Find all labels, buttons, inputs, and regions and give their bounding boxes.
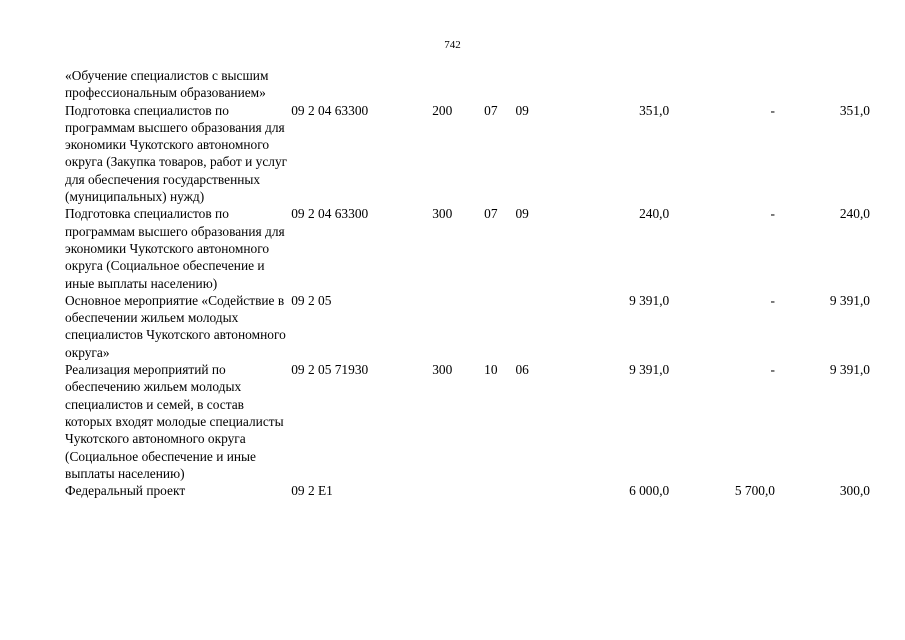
row-name: Подготовка специалистов по программам высшего образования для экономики Чукотского автономного округа (Социальное обеспечение и иные выплаты населению) bbox=[65, 206, 285, 291]
row-expense-type: 300 bbox=[432, 362, 453, 378]
table-row bbox=[65, 292, 870, 361]
table-row bbox=[65, 205, 870, 291]
row-federal: - bbox=[770, 362, 775, 378]
row-section: 07 bbox=[484, 102, 498, 118]
row-federal: - bbox=[770, 292, 775, 308]
row-code: 09 2 05 bbox=[291, 292, 332, 308]
row-total: 6 000,0 bbox=[629, 483, 670, 499]
row-name: Подготовка специалистов по программам высшего образования для экономики Чукотского автономного округа (Закупка товаров, работ и услуг для обеспечения государственных (муниципальных) нужд) bbox=[65, 102, 288, 205]
row-expense-type: 200 bbox=[432, 102, 453, 118]
row-code: 09 2 04 63300 bbox=[291, 206, 369, 222]
row-federal: - bbox=[770, 102, 775, 118]
row-subsection: 09 bbox=[515, 102, 529, 118]
row-regional: 240,0 bbox=[839, 206, 870, 222]
row-expense-type: 300 bbox=[432, 206, 453, 222]
row-federal: - bbox=[770, 206, 775, 222]
row-name: «Обучение специалистов с высшим профессиональным образованием» bbox=[65, 68, 269, 101]
table-row bbox=[65, 361, 870, 482]
budget-table bbox=[65, 67, 870, 499]
row-subsection: 09 bbox=[515, 206, 529, 222]
row-subsection: 06 bbox=[515, 362, 529, 378]
row-code: 09 2 Е1 bbox=[291, 483, 333, 499]
row-name: Федеральный проект bbox=[65, 483, 186, 499]
row-code: 09 2 05 71930 bbox=[291, 362, 369, 378]
row-total: 9 391,0 bbox=[629, 362, 670, 378]
row-name: Реализация мероприятий по обеспечению жильем молодых специалистов и семей, в состав которых входят молодые специалисты Чукотского автономного округа (Социальное обеспечение и иные выплаты населению) bbox=[65, 362, 284, 481]
row-total: 9 391,0 bbox=[629, 292, 670, 308]
row-section: 10 bbox=[484, 362, 498, 378]
row-regional: 9 391,0 bbox=[829, 362, 870, 378]
row-name: Основное мероприятие «Содействие в обеспечении жильем молодых специалистов Чукотского автономного округа» bbox=[65, 292, 286, 360]
row-regional: 9 391,0 bbox=[829, 292, 870, 308]
row-total: 240,0 bbox=[639, 206, 670, 222]
table-row bbox=[65, 67, 870, 102]
row-regional: 300,0 bbox=[839, 483, 870, 499]
table-row bbox=[65, 482, 870, 499]
row-section: 07 bbox=[484, 206, 498, 222]
row-total: 351,0 bbox=[639, 102, 670, 118]
row-federal: 5 700,0 bbox=[734, 483, 775, 499]
table-row bbox=[65, 102, 870, 206]
row-regional: 351,0 bbox=[839, 102, 870, 118]
page-number: 742 bbox=[444, 39, 461, 51]
row-code: 09 2 04 63300 bbox=[291, 102, 369, 118]
